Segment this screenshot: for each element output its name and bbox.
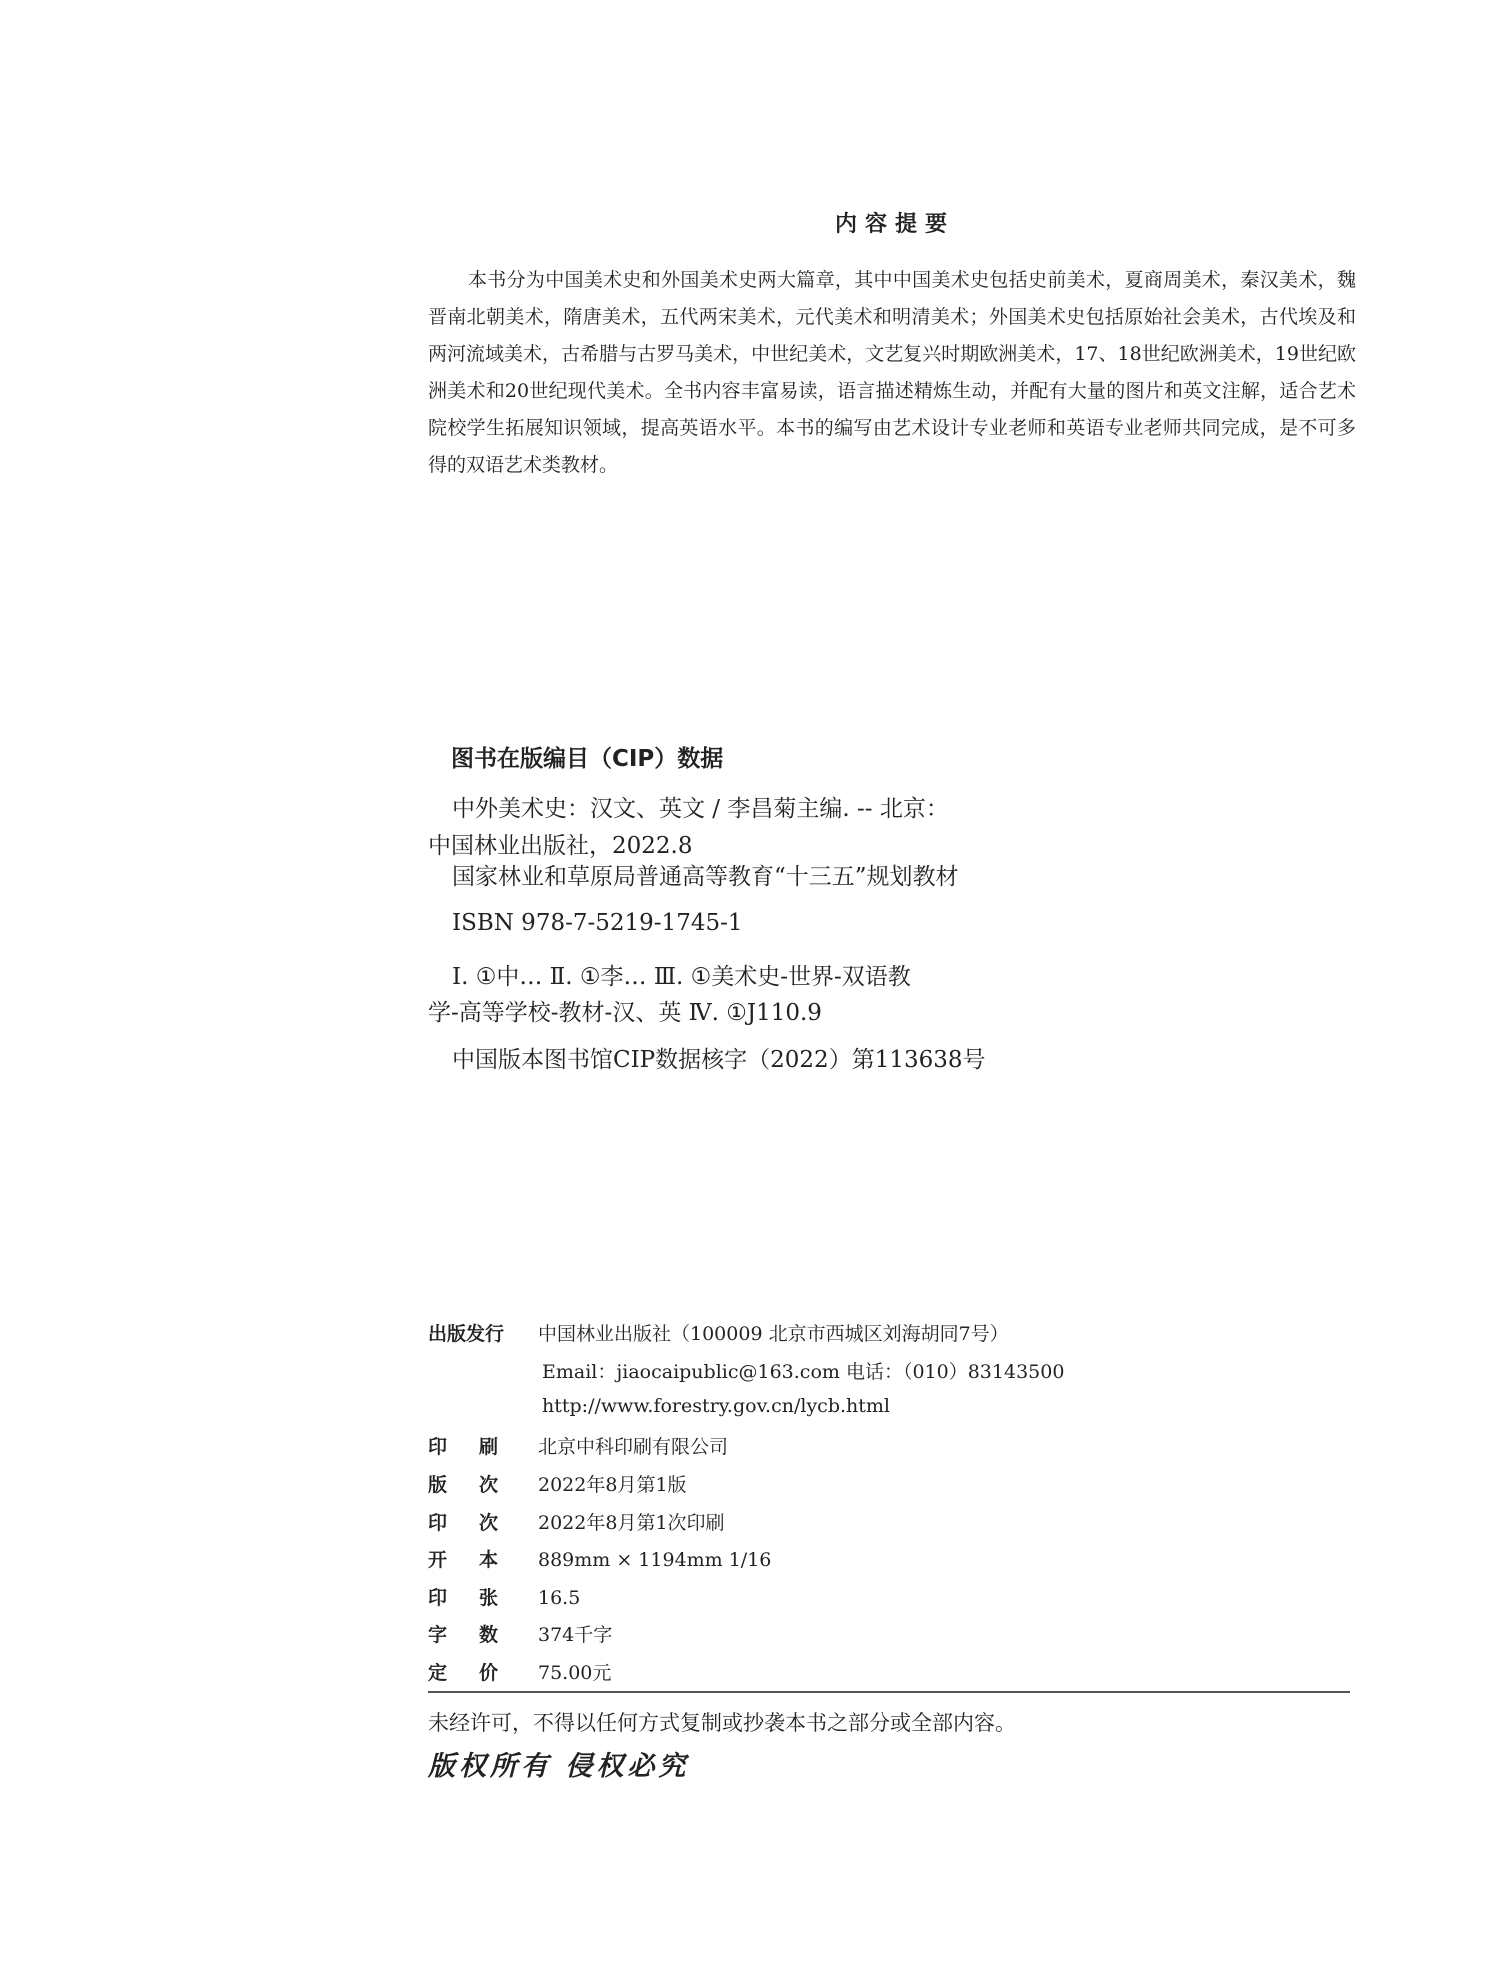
cip-verification-number: 中国版本图书馆CIP数据核字（2022）第113638号 — [452, 1047, 986, 1073]
pub-row-sheets — [428, 1583, 580, 1610]
contact-line: Email：jiaocaipublic@163.com 电话：（010）83143500 — [542, 1361, 1065, 1383]
copyright-notice: 未经许可，不得以任何方式复制或抄袭本书之部分或全部内容。 — [428, 1711, 1016, 1735]
pub-key: 印刷 — [428, 1436, 531, 1458]
rights-reserved: 版权所有 侵权必究 — [428, 1751, 690, 1782]
cip-title: 图书在版编目（CIP）数据 — [451, 746, 724, 772]
pub-value: 北京中科印刷有限公司 — [538, 1436, 729, 1458]
cip-classification-line-2: 学-高等学校-教材-汉、英 Ⅳ. ①J110.9 — [428, 1000, 822, 1026]
pub-value: 374千字 — [538, 1624, 613, 1646]
pub-value: 75.00元 — [538, 1662, 612, 1684]
cip-classification-line-1: Ⅰ. ①中… Ⅱ. ①李… Ⅲ. ①美术史-世界-双语教 — [452, 964, 911, 990]
pub-row-format — [428, 1545, 771, 1572]
pub-value: 2022年8月第1次印刷 — [538, 1512, 725, 1534]
summary-title: 内容提要 — [834, 212, 955, 237]
pub-value: 2022年8月第1版 — [538, 1474, 687, 1496]
pub-key: 印次 — [428, 1512, 531, 1534]
pub-value: 889mm × 1194mm 1/16 — [538, 1549, 772, 1571]
cip-title-statement: 中外美术史：汉文、英文 / 李昌菊主编. -- 北京： — [452, 796, 949, 822]
pub-key: 字数 — [428, 1624, 531, 1646]
website-line: http://www.forestry.gov.cn/lycb.html — [542, 1395, 890, 1417]
pub-key: 定价 — [428, 1662, 531, 1684]
pub-key: 印张 — [428, 1587, 531, 1609]
pub-key: 开本 — [428, 1549, 531, 1571]
pub-row-edition — [428, 1470, 687, 1497]
cip-publisher-line: 中国林业出版社，2022.8 — [428, 833, 693, 859]
summary-body: 本书分为中国美术史和外国美术史两大篇章，其中中国美术史包括史前美术，夏商周美术，秦汉美术，魏晋南北朝美术，隋唐美术，五代两宋美术，元代美术和明清美术；外国美术史包括原始社会美术，古代埃及和两河流域美术，古希腊与古罗马美术，中世纪美术，文艺复兴时期欧洲美术，17、18世纪欧洲美术，19世纪欧洲美术和20世纪现代美术。全书内容丰富易读，语言描述精炼生动，并配有大量的图片和英文注解，适合艺术院校学生拓展知识领域，提高英语水平。本书的编写由艺术设计专业老师和英语专业老师共同完成，是不可多得的双语艺术类教材。 — [428, 269, 1356, 476]
pub-row-word-count — [428, 1620, 612, 1647]
publisher-row — [428, 1319, 1009, 1346]
publisher-value: 中国林业出版社（100009 北京市西城区刘海胡同7号） — [538, 1323, 1009, 1345]
cip-isbn: ISBN 978-7-5219-1745-1 — [452, 910, 743, 936]
pub-value: 16.5 — [538, 1587, 581, 1609]
pub-row-impression — [428, 1508, 725, 1535]
pub-row-printer — [428, 1432, 728, 1459]
divider-rule — [428, 1691, 1350, 1693]
pub-row-price — [428, 1658, 611, 1685]
cip-series-line: 国家林业和草原局普通高等教育“十三五”规划教材 — [452, 864, 959, 890]
publisher-key: 出版发行 — [428, 1323, 505, 1345]
pub-key: 版次 — [428, 1474, 531, 1496]
